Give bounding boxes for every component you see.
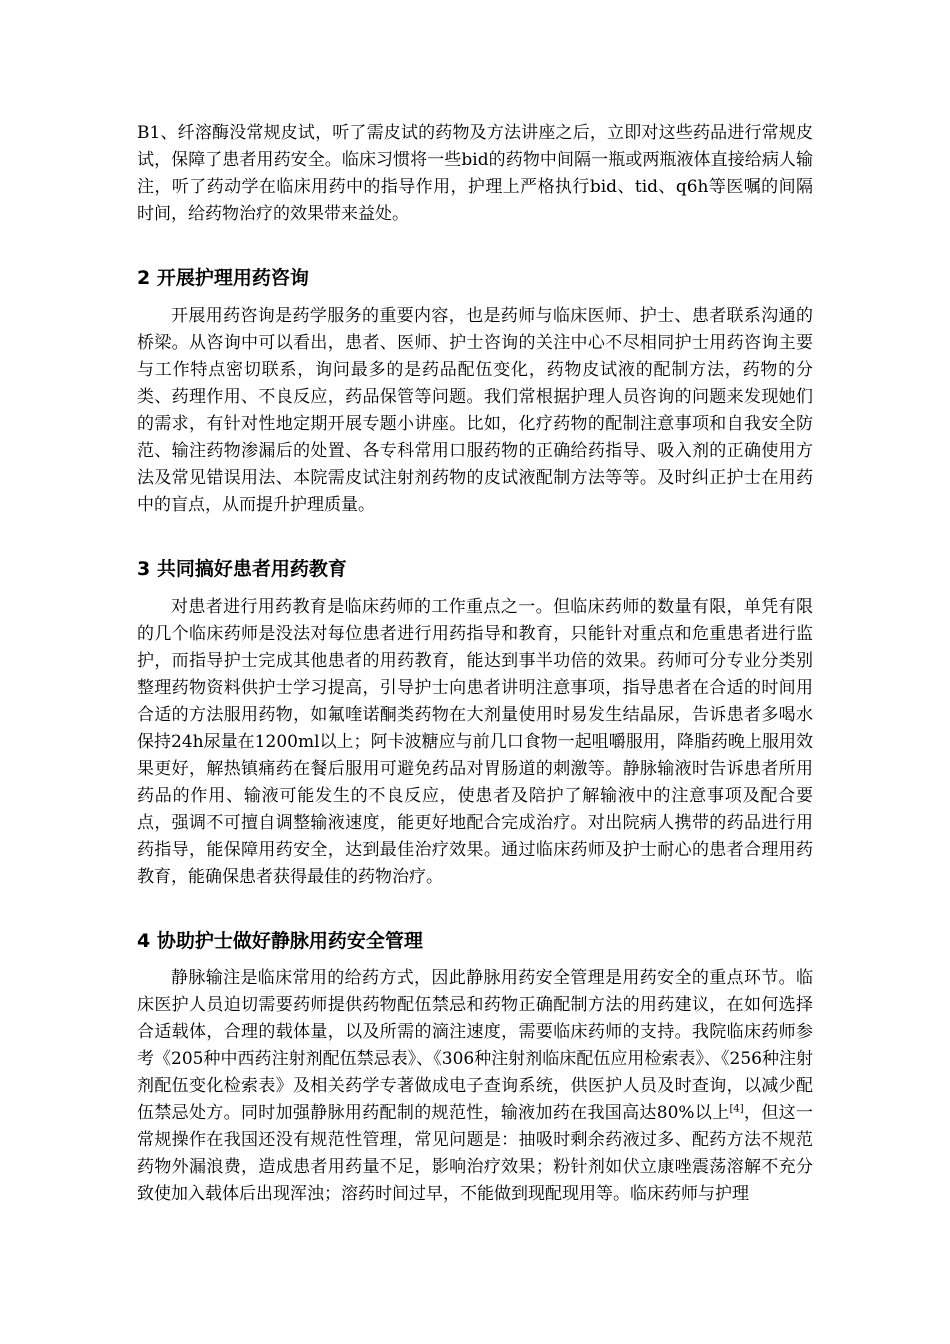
document-page xyxy=(137,120,813,1208)
section-heading-4: 4 协助护士做好静脉用药安全管理 xyxy=(137,930,423,952)
intro-paragraph: B1、纤溶酶没常规皮试，听了需皮试的药物及方法讲座之后，立即对这些药品进行常规皮试，保障了患者用药安全。临床习惯将一些bid的药物中间隔一瓶或两瓶液体直接给病人输注，听了药动学在临床用药中的指导作用，护理上严格执行bid、tid、q6h等医嘱的间隔时间，给药物治疗的效果带来益处。 xyxy=(137,123,813,224)
section-heading-2: 2 开展护理用药咨询 xyxy=(137,267,309,289)
section-heading-3: 3 共同搞好患者用药教育 xyxy=(137,558,347,580)
section-body-4-part1: 静脉输注是临床常用的给药方式，因此静脉用药安全管理是用药安全的重点环节。临床医护人员迫切需要药师提供药物配伍禁忌和药物正确配制方法的用药建议，在如何选择合适载体，合理的载体量，以及所需的滴注速度，需要临床药师的支持。我院临床药师参考《205种中西药注射剂配伍禁忌表》、《306种注射剂临床配伍应用检索表》、《256种注射剂配伍变化检索表》及相关药学专著做成电子查询系统，供医护人员及时查询，以减少配伍禁忌处方。同时加强静脉用药配制的规范性，输液加药在我国高达80%以上 xyxy=(137,968,813,1123)
citation-ref: [4] xyxy=(729,1103,744,1115)
section-body-2: 开展用药咨询是药学服务的重要内容，也是药师与临床医师、护士、患者联系沟通的桥梁。从咨询中可以看出，患者、医师、护士咨询的关注中心不尽相同护士用药咨询主要与工作特点密切联系，询问最多的是药品配伍变化，药物皮试液的配制方法，药物的分类、药理作用、不良反应，药品保管等问题。我们常根据护理人员咨询的问题来发现她们的需求，有针对性地定期开展专题小讲座。比如，化疗药物的配制注意事项和自我安全防范、输注药物渗漏后的处置、各专科常用口服药物的正确给药指导、吸入剂的正确使用方法及常见错误用法、本院需皮试注射剂药物的皮试液配制方法等等。及时纠正护士在用药中的盲点，从而提升护理质量。 xyxy=(137,306,813,515)
section-body-4 xyxy=(137,965,813,1208)
section-body-4-part2: ，但这一常规操作在我国还没有规范性管理，常见问题是：抽吸时剩余药液过多、配药方法不规范药物外漏浪费，造成患者用药量不足，影响治疗效果；粉针剂如伏立康唑震荡溶解不充分致使加入载体后出现浑浊；溶药时间过早，不能做到现配现用等。临床药师与护理 xyxy=(137,1103,813,1204)
section-body-3: 对患者进行用药教育是临床药师的工作重点之一。但临床药师的数量有限，单凭有限的几个临床药师是没法对每位患者进行用药指导和教育，只能针对重点和危重患者进行监护，而指导护士完成其他患者的用药教育，能达到事半功倍的效果。药师可分专业分类别整理药物资料供护士学习提高，引导护士向患者讲明注意事项，指导患者在合适的时间用合适的方法服用药物，如氟喹诺酮类药物在大剂量使用时易发生结晶尿，告诉患者多喝水保持24h尿量在1200ml以上；阿卡波糖应与前几口食物一起咀嚼服用，降脂药晚上服用效果更好，解热镇痛药在餐后服用可避免药品对胃肠道的刺激等。静脉输液时告诉患者所用药品的作用、输液可能发生的不良反应，使患者及陪护了解输液中的注意事项及配合要点，强调不可擅自调整输液速度，能更好地配合完成治疗。对出院病人携带的药品进行用药指导，能保障用药安全，达到最佳治疗效果。通过临床药师及护士耐心的患者合理用药教育，能确保患者获得最佳的药物治疗。 xyxy=(137,597,813,887)
